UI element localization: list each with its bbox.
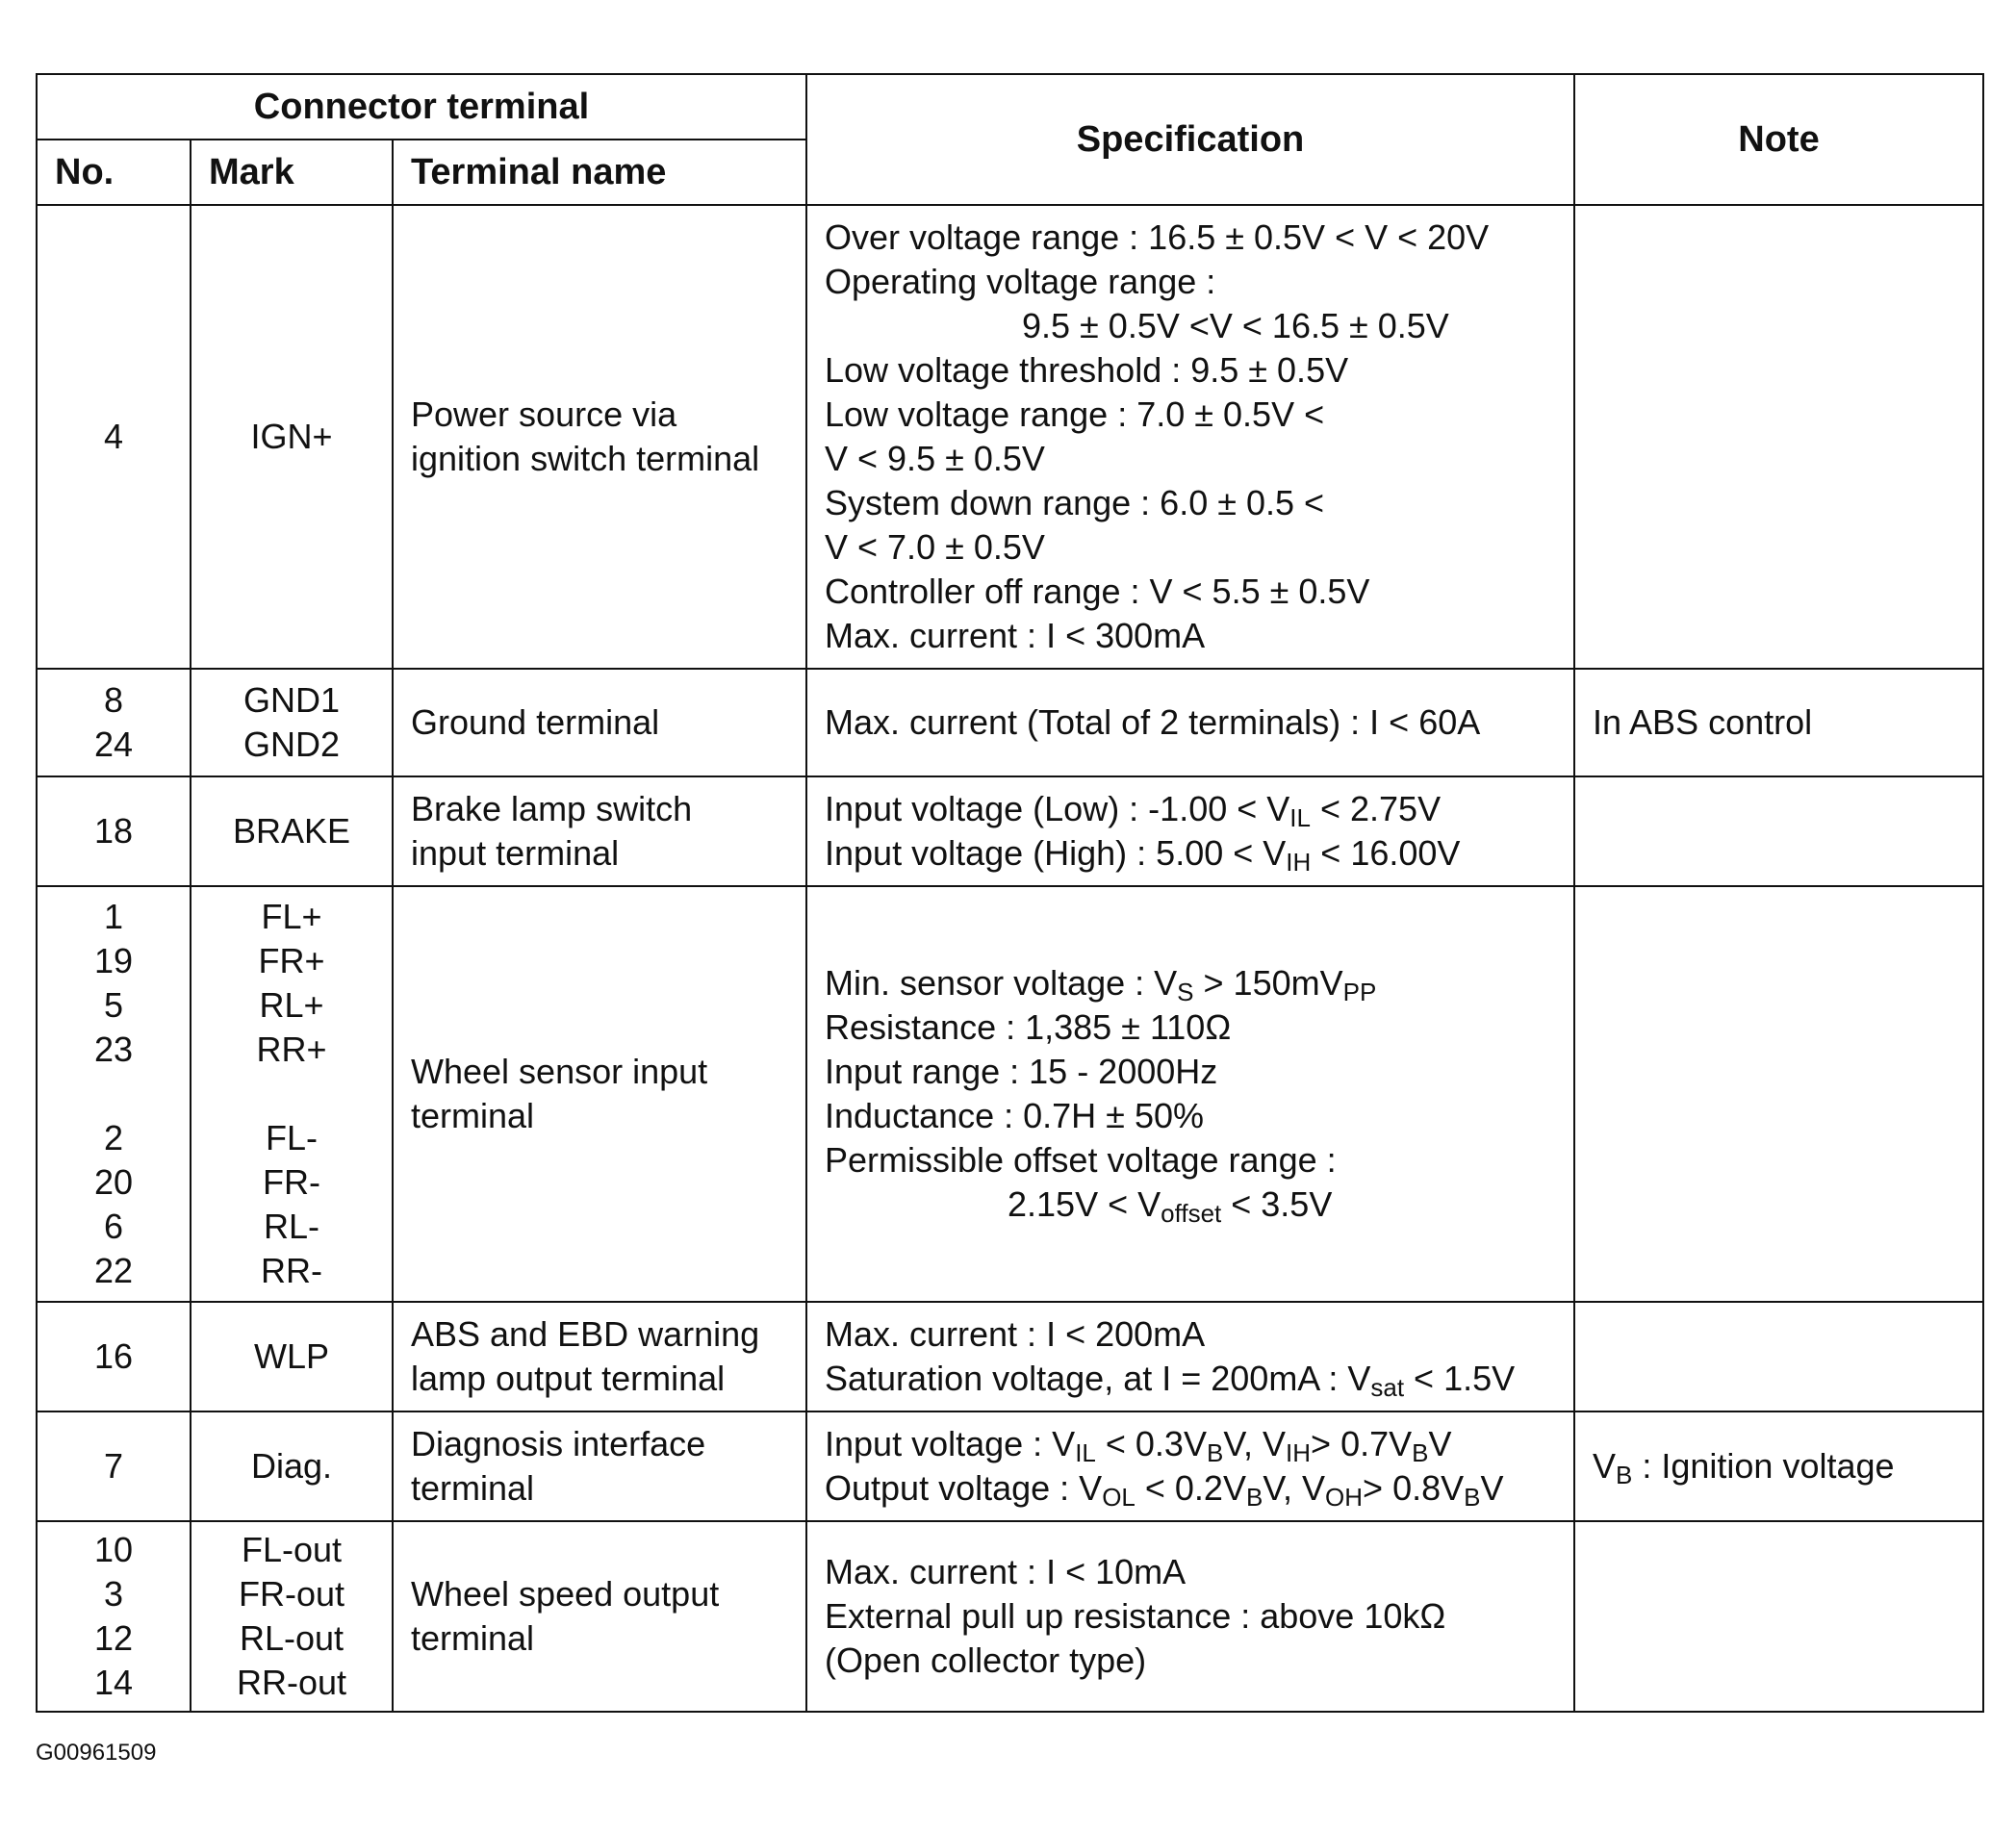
table-body — [37, 205, 1983, 1712]
terminal-no: 16 — [93, 1336, 134, 1376]
spec-subscript: B — [1464, 1483, 1481, 1512]
terminal-no: 20 — [93, 1162, 134, 1202]
connector-terminal-heading: Connector terminal — [37, 74, 806, 140]
terminal-no: 24 — [93, 725, 134, 764]
table-row — [37, 1521, 1983, 1712]
spec-text: > 0.8V — [1363, 1468, 1465, 1508]
spec-subscript: B — [1206, 1438, 1224, 1467]
terminal-mark-cell — [191, 776, 393, 886]
note-subscript: B — [1616, 1461, 1633, 1489]
terminal-no: 3 — [103, 1574, 124, 1614]
terminal-name-line: Ground terminal — [411, 702, 660, 742]
terminal-no: 7 — [103, 1446, 124, 1486]
specification-cell — [806, 1411, 1574, 1521]
terminal-mark-cell — [191, 1302, 393, 1411]
terminal-no: 2 — [103, 1118, 124, 1157]
terminal-name-line: terminal — [411, 1618, 535, 1658]
spec-text: Input voltage (High) : 5.00 < V — [825, 833, 1287, 873]
terminal-name-line: Wheel sensor input — [411, 1052, 708, 1091]
terminal-no: 10 — [93, 1530, 134, 1569]
note-cell — [1574, 1302, 1983, 1411]
terminal-no-gap — [38, 1072, 190, 1116]
spec-subscript: OH — [1325, 1483, 1364, 1512]
terminal-name-line: input terminal — [411, 833, 620, 873]
terminal-name-line: terminal — [411, 1096, 535, 1135]
terminal-name-line: terminal — [411, 1468, 535, 1508]
figure-id: G00961509 — [36, 1740, 157, 1766]
terminal-mark: RR+ — [256, 1030, 327, 1069]
spec-subscript: B — [1245, 1483, 1263, 1512]
terminal-name-line: ignition switch terminal — [411, 439, 760, 478]
terminal-mark: WLP — [253, 1336, 329, 1376]
terminal-mark: RL- — [263, 1207, 319, 1246]
spec-line — [825, 961, 1562, 1005]
terminal-mark-cell — [191, 1411, 393, 1521]
terminal-no-cell — [37, 1411, 191, 1521]
spec-text: Saturation voltage, at I = 200mA : V — [825, 1359, 1371, 1398]
terminal-no: 8 — [103, 680, 124, 720]
terminal-mark: FL-out — [241, 1530, 343, 1569]
spec-subscript: OL — [1102, 1483, 1136, 1512]
spec-text: Input voltage : V — [825, 1424, 1076, 1463]
terminal-no: 19 — [93, 941, 134, 980]
note-cell: In ABS control — [1574, 669, 1983, 776]
specification-heading: Specification — [806, 74, 1574, 205]
spec-line: Permissible offset voltage range : — [825, 1140, 1337, 1180]
terminal-mark: RL-out — [239, 1618, 345, 1658]
terminal-name-cell — [393, 669, 806, 776]
note-cell — [1574, 1411, 1983, 1521]
table-row — [37, 1302, 1983, 1411]
terminal-mark-cell — [191, 669, 393, 776]
terminal-no: 23 — [93, 1030, 134, 1069]
specification-cell — [806, 669, 1574, 776]
spec-text: V, V — [1223, 1424, 1287, 1463]
spec-subscript: IL — [1289, 803, 1311, 832]
spec-text: < 1.5V — [1404, 1359, 1516, 1398]
terminal-name-line: Power source via — [411, 394, 677, 434]
terminal-mark: FR-out — [238, 1574, 345, 1614]
spec-text: < 0.3V — [1095, 1424, 1207, 1463]
spec-text: Input voltage (Low) : -1.00 < V — [825, 789, 1290, 828]
table-row — [37, 669, 1983, 776]
spec-line: Operating voltage range : — [825, 262, 1216, 301]
spec-line: Max. current : I < 300mA — [825, 616, 1206, 655]
terminal-mark: FR+ — [258, 941, 325, 980]
terminal-name-cell — [393, 205, 806, 669]
spec-line: V < 7.0 ± 0.5V — [825, 527, 1045, 567]
terminal-no: 22 — [93, 1251, 134, 1290]
note-cell — [1574, 205, 1983, 669]
spec-text: Output voltage : V — [825, 1468, 1103, 1508]
terminal-mark: FL- — [266, 1118, 318, 1157]
specification-cell — [806, 1302, 1574, 1411]
spec-text: < 3.5V — [1221, 1184, 1333, 1224]
terminal-mark-gap — [191, 1072, 392, 1116]
terminal-name-cell — [393, 776, 806, 886]
note-cell — [1574, 1521, 1983, 1712]
spec-subscript: offset — [1161, 1199, 1222, 1228]
terminal-name-cell — [393, 1521, 806, 1712]
specification-cell — [806, 1521, 1574, 1712]
terminal-no: 4 — [103, 417, 124, 456]
spec-text: V, V — [1263, 1468, 1326, 1508]
terminal-name-cell — [393, 1411, 806, 1521]
spec-line: Resistance : 1,385 ± 110Ω — [825, 1007, 1232, 1047]
spec-text: < 0.2V — [1135, 1468, 1246, 1508]
table-row — [37, 1411, 1983, 1521]
terminal-no-cell — [37, 1521, 191, 1712]
spec-line: Low voltage threshold : 9.5 ± 0.5V — [825, 350, 1349, 390]
spec-line — [825, 1357, 1562, 1401]
spec-line — [825, 1422, 1562, 1466]
spec-subscript: IH — [1286, 848, 1312, 877]
terminal-name-cell — [393, 886, 806, 1302]
terminal-mark: BRAKE — [232, 811, 351, 851]
terminal-no: 12 — [93, 1618, 134, 1658]
terminal-name-line: lamp output terminal — [411, 1359, 726, 1398]
terminal-name-line: ABS and EBD warning — [411, 1314, 760, 1354]
terminal-mark-cell — [191, 886, 393, 1302]
terminal-no-cell — [37, 1302, 191, 1411]
spec-line: Max. current (Total of 2 terminals) : I < 60A — [825, 702, 1481, 742]
spec-line: External pull up resistance : above 10kΩ — [825, 1596, 1446, 1636]
specification-cell — [806, 776, 1574, 886]
terminal-name-line: Wheel speed output — [411, 1574, 720, 1614]
terminal-name-line: Brake lamp switch — [411, 789, 693, 828]
terminal-no: 5 — [103, 985, 124, 1025]
terminal-mark: GND1 — [242, 680, 341, 720]
spec-subscript: B — [1412, 1438, 1429, 1467]
spec-line: Input range : 15 - 2000Hz — [825, 1052, 1218, 1091]
spec-line: Over voltage range : 16.5 ± 0.5V < V < 20V — [825, 217, 1490, 257]
terminal-mark: FR- — [263, 1162, 320, 1202]
no-heading: No. — [37, 140, 191, 205]
spec-line: Low voltage range : 7.0 ± 0.5V < — [825, 394, 1325, 434]
specification-cell — [806, 205, 1574, 669]
terminal-name-line: Diagnosis interface — [411, 1424, 706, 1463]
table-row — [37, 886, 1983, 1302]
spec-subscript: S — [1177, 978, 1194, 1006]
spec-line — [825, 831, 1562, 876]
spec-subscript: IL — [1075, 1438, 1096, 1467]
terminal-no-cell — [37, 886, 191, 1302]
table-row — [37, 776, 1983, 886]
spec-line — [825, 1466, 1562, 1511]
header-row-group — [37, 74, 1983, 140]
spec-line — [825, 787, 1562, 831]
spec-subscript: IH — [1286, 1438, 1312, 1467]
terminal-mark: GND2 — [242, 725, 341, 764]
spec-subscript: PP — [1342, 978, 1377, 1006]
connector-spec-table — [36, 73, 1984, 1713]
spec-text: < 16.00V — [1311, 833, 1461, 873]
terminal-mark: RR- — [261, 1251, 322, 1290]
terminal-mark-cell — [191, 1521, 393, 1712]
terminal-mark-cell — [191, 205, 393, 669]
terminal-mark: FL+ — [261, 897, 322, 936]
note-text: V — [1593, 1446, 1617, 1486]
terminal-name-cell — [393, 1302, 806, 1411]
table-row — [37, 205, 1983, 669]
terminal-no-cell — [37, 669, 191, 776]
spec-line — [825, 1183, 1562, 1227]
table-header — [37, 74, 1983, 205]
spec-line: System down range : 6.0 ± 0.5 < — [825, 483, 1325, 522]
terminal-mark: RL+ — [259, 985, 324, 1025]
spec-line: 9.5 ± 0.5V <V < 16.5 ± 0.5V — [1022, 306, 1449, 345]
spec-text: V — [1428, 1424, 1452, 1463]
note-text: : Ignition voltage — [1632, 1446, 1895, 1486]
note-cell — [1574, 776, 1983, 886]
terminal-no: 1 — [103, 897, 124, 936]
spec-text: > 150mV — [1193, 963, 1343, 1003]
terminal-mark: Diag. — [250, 1446, 333, 1486]
spec-text: Min. sensor voltage : V — [825, 963, 1178, 1003]
terminal-no-cell — [37, 205, 191, 669]
terminal-mark: RR-out — [236, 1663, 347, 1702]
spec-line: (Open collector type) — [825, 1640, 1147, 1680]
specification-cell — [806, 886, 1574, 1302]
spec-text: > 0.7V — [1311, 1424, 1413, 1463]
mark-heading: Mark — [191, 140, 393, 205]
terminal-no: 18 — [93, 811, 134, 851]
terminal-no-cell — [37, 776, 191, 886]
terminal-no: 6 — [103, 1207, 124, 1246]
spec-text: V — [1480, 1468, 1504, 1508]
spec-line: V < 9.5 ± 0.5V — [825, 439, 1045, 478]
spec-line: Max. current : I < 10mA — [825, 1552, 1187, 1591]
terminal-name-heading: Terminal name — [393, 140, 806, 205]
note-heading: Note — [1574, 74, 1983, 205]
spec-subscript: sat — [1370, 1373, 1405, 1402]
terminal-no: 14 — [93, 1663, 134, 1702]
note-cell — [1574, 886, 1983, 1302]
spec-line: Inductance : 0.7H ± 50% — [825, 1096, 1204, 1135]
terminal-mark: IGN+ — [250, 417, 333, 456]
spec-text: < 2.75V — [1310, 789, 1442, 828]
spec-line: Controller off range : V < 5.5 ± 0.5V — [825, 572, 1370, 611]
spec-line: Max. current : I < 200mA — [825, 1314, 1206, 1354]
spec-text: 2.15V < V — [1008, 1184, 1161, 1224]
